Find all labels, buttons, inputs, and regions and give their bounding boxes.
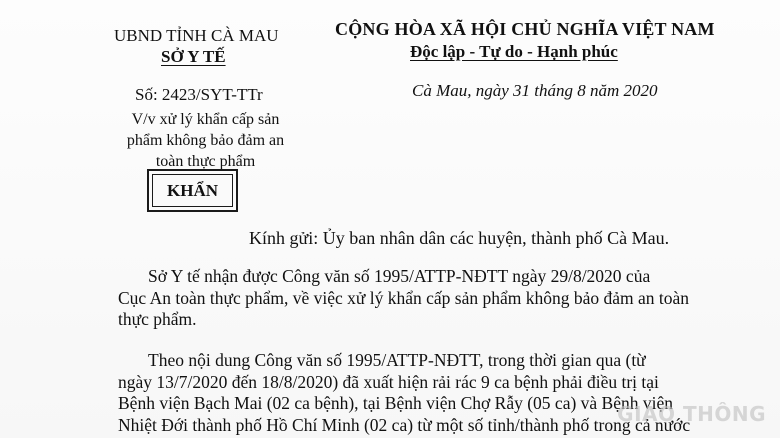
paragraph-line: ngày 13/7/2020 đến 18/8/2020) đã xuất hiện rải rác 9 ca bệnh phải điều trị tại bbox=[118, 371, 659, 392]
paragraph-line: Nhiệt Đới thành phố Hồ Chí Minh (02 ca) từ một số tỉnh/thành phố trong cả nước bbox=[118, 414, 691, 435]
body-paragraph-1 bbox=[118, 266, 718, 331]
issuing-authority: UBND TỈNH CÀ MAU bbox=[114, 26, 279, 45]
national-title: CỘNG HÒA XÃ HỘI CHỦ NGHĨA VIỆT NAM bbox=[335, 19, 715, 39]
watermark-logo: GIAO THÔNG bbox=[617, 402, 766, 426]
paragraph-line: Cục An toàn thực phẩm, về việc xử lý khẩn cấp sản phẩm không bảo đảm an toàn bbox=[118, 287, 690, 308]
urgency-stamp bbox=[147, 169, 238, 212]
paragraph-line: thực phẩm. bbox=[118, 309, 197, 329]
place-date: Cà Mau, ngày 31 tháng 8 năm 2020 bbox=[412, 81, 658, 100]
document-subject: V/v xử lý khẩn cấp sản phẩm không bảo đảm an toàn thực phẩm bbox=[126, 111, 285, 170]
urgency-label: KHẨN bbox=[152, 174, 233, 207]
national-motto: Độc lập - Tự do - Hạnh phúc bbox=[410, 42, 618, 61]
paragraph-line: Bệnh viện Bạch Mai (02 ca bệnh), tại Bệnh viện Chợ Rẫy (05 ca) và Bệnh viện bbox=[118, 393, 674, 413]
paragraph-line: Theo nội dung Công văn số 1995/ATTP-NĐTT, trong thời gian qua (từ bbox=[148, 350, 646, 370]
document-number: Số: 2423/SYT-TTr bbox=[135, 85, 263, 104]
paragraph-line: Sở Y tế nhận được Công văn số 1995/ATTP-NĐTT ngày 29/8/2020 của bbox=[148, 266, 651, 286]
recipient-line: Kính gửi: Ủy ban nhân dân các huyện, thành phố Cà Mau. bbox=[249, 228, 670, 248]
issuing-department: SỞ Y TẾ bbox=[161, 47, 226, 66]
